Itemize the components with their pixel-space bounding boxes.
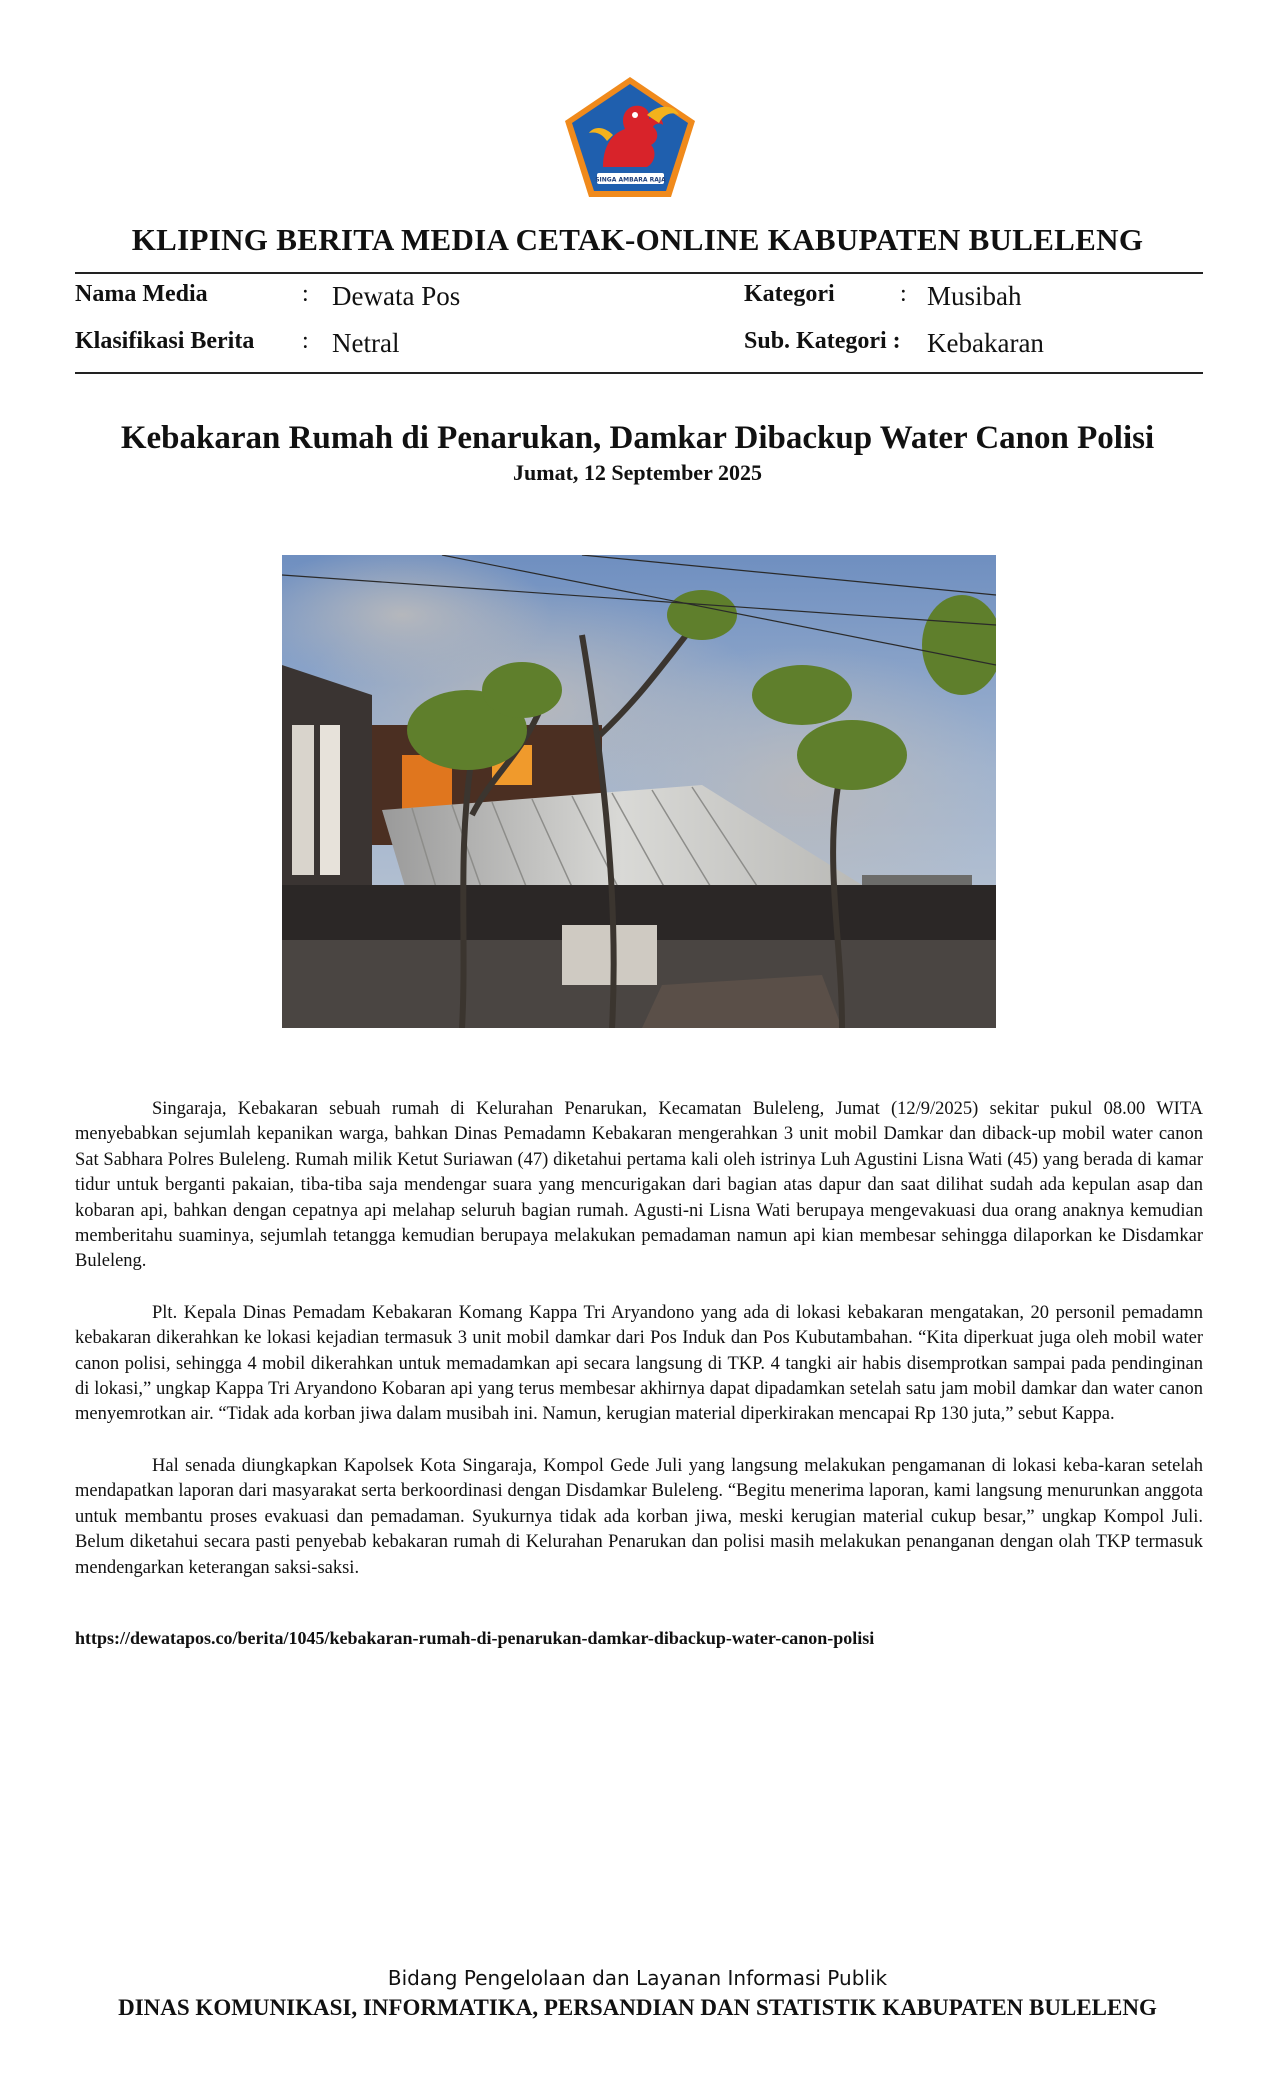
- article-photo: [282, 555, 996, 1028]
- logo-caption: SINGA AMBARA RAJA: [595, 176, 666, 184]
- kategori-colon: :: [900, 281, 907, 307]
- klasifikasi-label: Klasifikasi Berita: [75, 328, 255, 354]
- document-title: KLIPING BERITA MEDIA CETAK-ONLINE KABUPATEN BULELENG: [131, 222, 1144, 257]
- footer-unit: Bidang Pengelolaan dan Layanan Informasi Publik: [387, 1966, 888, 1990]
- article-body: [75, 1097, 1203, 1607]
- footer-agency: DINAS KOMUNIKASI, INFORMATIKA, PERSANDIAN DAN STATISTIK KABUPATEN BULELENG: [118, 1995, 1157, 2020]
- regency-logo: [563, 75, 698, 200]
- article-date: Jumat, 12 September 2025: [513, 460, 762, 485]
- klasifikasi-value: Netral: [332, 328, 400, 358]
- nama-media-colon: :: [302, 281, 309, 307]
- nama-media-label: Nama Media: [75, 281, 208, 307]
- source-link[interactable]: https://dewatapos.co/berita/1045/kebakaran-rumah-di-penarukan-damkar-dibackup-water-canon-polisi: [75, 1628, 875, 1648]
- header-bottom-rule: [75, 372, 1203, 374]
- article-paragraph: Hal senada diungkapkan Kapolsek Kota Singaraja, Kompol Gede Juli yang langsung melakukan pengamanan di lokasi keba-karan setelah mendapatkan laporan dari masyarakat serta berkoordinasi dengan Disdamkar Buleleng. “Begitu menerima laporan, kami langsung menurunkan anggota untuk membantu proses evakuasi dan pemadaman. Syukurnya tidak ada korban jiwa, meski kerugian material cukup besar,” ungkap Kompol Juli. Belum diketahui secara pasti penyebab kebakaran rumah di Kelurahan Penarukan dan polisi masih melakukan penanganan dengan olah TKP termasuk mendengarkan keterangan saksi-saksi.: [75, 1455, 1203, 1578]
- article-paragraph: Singaraja, Kebakaran sebuah rumah di Kelurahan Penarukan, Kecamatan Buleleng, Jumat (12/9/2025) sekitar pukul 08.00 WITA menyebabkan sejumlah kepanikan warga, bahkan Dinas Pemadamn Kebakaran mengerahkan 3 unit mobil Damkar dan diback-up mobil water canon Sat Sabhara Polres Buleleng. Rumah milik Ketut Suriawan (47) diketahui pertama kali oleh istrinya Luh Agustini Lisna Wati (45) yang berada di kamar tidur untuk berganti pakaian, tiba-tiba saja mendengar suara yang mencurigakan dari bagian atas dapur dan saat dilihat sudah ada kepulan asap dan kobaran api, bahkan dengan cepatnya api melahap seluruh bagian rumah. Agusti-ni Lisna Wati berupaya mengevakuasi dua orang anaknya kemudian memberitahu suaminya, sejumlah tetangga kemudian berupaya melakukan pemadaman namun api kian membesar sehingga dilaporkan ke Disdamkar Buleleng.: [75, 1099, 1203, 1272]
- nama-media-value: Dewata Pos: [332, 281, 461, 311]
- article-headline: Kebakaran Rumah di Penarukan, Damkar Dibackup Water Canon Polisi: [120, 420, 1155, 456]
- klasifikasi-colon: :: [302, 328, 309, 354]
- kategori-value: Musibah: [927, 281, 1022, 311]
- header-top-rule: [75, 272, 1203, 274]
- article-paragraph: Plt. Kepala Dinas Pemadam Kebakaran Komang Kappa Tri Aryandono yang ada di lokasi kebakaran mengatakan, 20 personil pemadamn kebakaran dikerahkan ke lokasi kejadian termasuk 3 unit mobil damkar dari Pos Induk dan Pos Kubutambahan. “Kita diperkuat juga oleh mobil water canon polisi, sehingga 4 mobil dikerahkan untuk memadamkan api secara langsung di TKP. 4 tangki air habis disemprotkan sampai pada pendinginan di lokasi,” ungkap Kappa Tri Aryandono Kobaran api yang terus membesar akhirnya dapat dipadamkan setelah satu jam mobil damkar dan water canon menyemrotkan air. “Tidak ada korban jiwa dalam musibah ini. Namun, kerugian material diperkirakan mencapai Rp 130 juta,” sebut Kappa.: [75, 1302, 1203, 1425]
- sub-kategori-label: Sub. Kategori :: [744, 328, 901, 354]
- kategori-label: Kategori: [744, 281, 835, 307]
- sub-kategori-value: Kebakaran: [927, 328, 1044, 358]
